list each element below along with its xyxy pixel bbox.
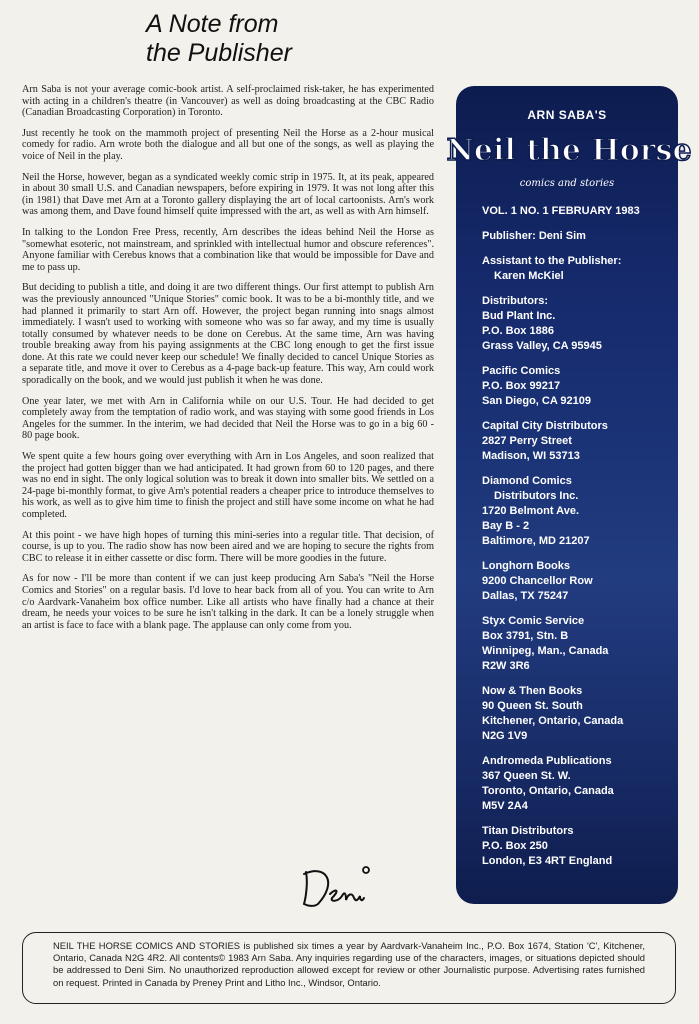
masthead-line: Assistant to the Publisher: bbox=[482, 255, 622, 267]
masthead-line: Andromeda Publications bbox=[482, 755, 612, 767]
masthead-entry bbox=[482, 419, 672, 464]
masthead-line: VOL. 1 NO. 1 FEBRUARY 1983 bbox=[482, 205, 640, 217]
masthead-line: Distributors: bbox=[482, 295, 548, 307]
masthead-line: Toronto, Ontario, Canada bbox=[482, 785, 614, 797]
body-paragraph: In talking to the London Free Press, recently, Arn describes the ideas behind Neil the Horse as "somewhat esoteric, not mainstream, and sprinkled with intellectual humor and obscure references". Anyone familiar with Cerebus knows that a combination like that would be impossible for Dave and me to pass up. bbox=[22, 226, 434, 273]
body-paragraph: But deciding to publish a title, and doing it are two different things. Our first attempt to publish Arn was the previously announced "Unique Stories" comic book. It was to be a bi-monthly title, and we had planned it primarily to start Arn off. However, the project began running into snags almost immediately. I wasn't used to working with someone who was so far away, and my time is usually totally consumed by whatever needs to be done on Cerebus. At the same time, Arn was having trouble breaking away from his paying assignments at the CBC long enough to get the first issue done. At this rate we could never keep our schedule! We finally decided to cancel Unique Stories as a separate title, and move it over to Cerebus as a 4-page back-up feature. This way, Arn could work sporadically on the book, and we would just publish it when he was done. bbox=[22, 282, 434, 387]
masthead-entry bbox=[482, 614, 672, 674]
masthead-entries bbox=[482, 204, 672, 879]
masthead-line: Grass Valley, CA 95945 bbox=[482, 340, 602, 352]
body-paragraph: At this point - we have high hopes of turning this mini-series into a regular title. That decision, of course, is up to you. The radio show has now been aired and we are hoping to secure the rights from CBC to release it in either cassette or disc form. There will be more goodies in the future. bbox=[22, 529, 434, 564]
article-body bbox=[22, 84, 434, 640]
logo-text: Neil the Horse bbox=[446, 133, 692, 168]
indicia-box bbox=[22, 932, 676, 1004]
masthead-line: Kitchener, Ontario, Canada bbox=[482, 715, 624, 727]
byline: ARN SABA'S bbox=[527, 108, 607, 122]
masthead-line: 2827 Perry Street bbox=[482, 435, 572, 447]
masthead-entry bbox=[482, 824, 672, 869]
body-paragraph: As for now - I'll be more than content if we can just keep producing Arn Saba's "Neil the Horse Comics and Stories" on a regular basis. I'd love to hear back from all of you. You can write to Arn c/o Aardvark-Vanaheim box office number. Like all artists who have finally had a chance at their dream, he needs your voices to be sure he isn't talking in the dark. It can be a lonely struggle when an artist is face to face with a blank page. The applause can only come from you. bbox=[22, 573, 434, 631]
masthead-line: 9200 Chancellor Row bbox=[482, 575, 593, 587]
masthead-line: Box 3791, Stn. B bbox=[482, 630, 569, 642]
masthead-line: P.O. Box 99217 bbox=[482, 380, 561, 392]
masthead-entry bbox=[482, 294, 672, 354]
signature-deni bbox=[296, 852, 396, 912]
masthead-line: Bud Plant Inc. bbox=[482, 310, 556, 322]
masthead-line: 1720 Belmont Ave. bbox=[482, 505, 580, 517]
masthead-line: Karen McKiel bbox=[494, 270, 564, 282]
neil-the-horse-logo bbox=[446, 122, 692, 174]
indicia-text: NEIL THE HORSE COMICS AND STORIES is published six times a year by Aardvark-Vanaheim Inc., P.O. Box 1674, Station 'C', Kitchener, Ontario, Canada N2G 4R2. All contents© 1983 Arn Saba. Any inquiries regarding use of the characters, images, or situations depicted should be addressed to Deni Sim. No unauthorized reproduction allowed except for review or other Journalistic purpose. Advertising rates furnished on request. Printed in Canada by Preney Print and Litho Inc., Windsor, Ontario. bbox=[53, 940, 645, 988]
masthead-line: N2G 1V9 bbox=[482, 730, 528, 742]
body-paragraph: Neil the Horse, however, began as a syndicated weekly comic strip in 1975. It, at its peak, appeared in about 30 small U.S. and Canadian newspapers, before expiring in 1979. It was not long after this (in 1981) that Dave met Arn at a Toronto gallery displaying the art of local cartoonists. Arn's work was among them, and Dave found himself quite impressed with the art, as well as with Arn himself. bbox=[22, 171, 434, 218]
masthead-line: Distributors Inc. bbox=[494, 490, 579, 502]
masthead-entry bbox=[482, 559, 672, 604]
masthead-entry bbox=[482, 204, 672, 219]
masthead-line: Styx Comic Service bbox=[482, 615, 585, 627]
masthead-entry bbox=[482, 684, 672, 744]
logo-subtitle: comics and stories bbox=[519, 178, 615, 189]
masthead-line: R2W 3R6 bbox=[482, 660, 530, 672]
masthead-line: London, E3 4RT England bbox=[482, 855, 613, 867]
masthead-entry bbox=[482, 754, 672, 814]
masthead-line: Dallas, TX 75247 bbox=[482, 590, 569, 602]
masthead-line: Bay B - 2 bbox=[482, 520, 530, 532]
body-paragraph: We spent quite a few hours going over everything with Arn in Los Angeles, and soon realized that the project had gotten bigger than we had anticipated. It had grown from 60 to 120 pages, and there was no end in sight. The only logical solution was to break it down into smaller bits. We settled on a 24-page bi-monthly format, to give Arn's potential readers a cheaper price to introduce themselves to his work, as well as to give him time to finish the project and still have some income on what he had completed. bbox=[22, 451, 434, 520]
title-line-2: the Publisher bbox=[146, 39, 292, 67]
masthead-line: Titan Distributors bbox=[482, 825, 574, 837]
body-paragraph: One year later, we met with Arn in California while on our U.S. Tour. He had decided to get completely away from the temptation of radio work, and was staying with some good friends in Los Angeles for the summer. In the interim, we had decided that Neil the Horse was to go in a big 60 - 80 page book. bbox=[22, 395, 434, 442]
masthead-entry bbox=[482, 474, 672, 549]
masthead-line: 90 Queen St. South bbox=[482, 700, 583, 712]
masthead-line: P.O. Box 250 bbox=[482, 840, 548, 852]
body-paragraph: Arn Saba is not your average comic-book artist. A self-proclaimed risk-taker, he has experimented with acting in a children's theatre (in Vancouver) as well as doing broadcasting at the CBC Radio (Canadian Broadcasting Corporation) in Toronto. bbox=[22, 84, 434, 119]
masthead-line: Pacific Comics bbox=[482, 365, 561, 377]
masthead-line: P.O. Box 1886 bbox=[482, 325, 554, 337]
masthead-line: Capital City Distributors bbox=[482, 420, 608, 432]
masthead-line: Baltimore, MD 21207 bbox=[482, 535, 590, 547]
masthead-panel bbox=[446, 86, 692, 904]
masthead-line: Winnipeg, Man., Canada bbox=[482, 645, 609, 657]
masthead-entry bbox=[482, 229, 672, 244]
masthead-line: Now & Then Books bbox=[482, 685, 583, 697]
masthead-line: Longhorn Books bbox=[482, 560, 570, 572]
masthead-line: 367 Queen St. W. bbox=[482, 770, 571, 782]
body-paragraph: Just recently he took on the mammoth project of presenting Neil the Horse as a 2-hour musical comedy for radio. Arn wrote both the dialogue and all but one of the songs, as well as playing the voice of Neil in the play. bbox=[22, 127, 434, 162]
masthead-entry bbox=[482, 364, 672, 409]
page-title bbox=[146, 10, 446, 68]
title-line-1: A Note from bbox=[146, 10, 279, 38]
masthead-line: Madison, WI 53713 bbox=[482, 450, 580, 462]
masthead-line: Diamond Comics bbox=[482, 475, 572, 487]
masthead-line: San Diego, CA 92109 bbox=[482, 395, 592, 407]
masthead-line: Publisher: Deni Sim bbox=[482, 230, 586, 242]
masthead-entry bbox=[482, 254, 672, 284]
masthead-line: M5V 2A4 bbox=[482, 800, 528, 812]
